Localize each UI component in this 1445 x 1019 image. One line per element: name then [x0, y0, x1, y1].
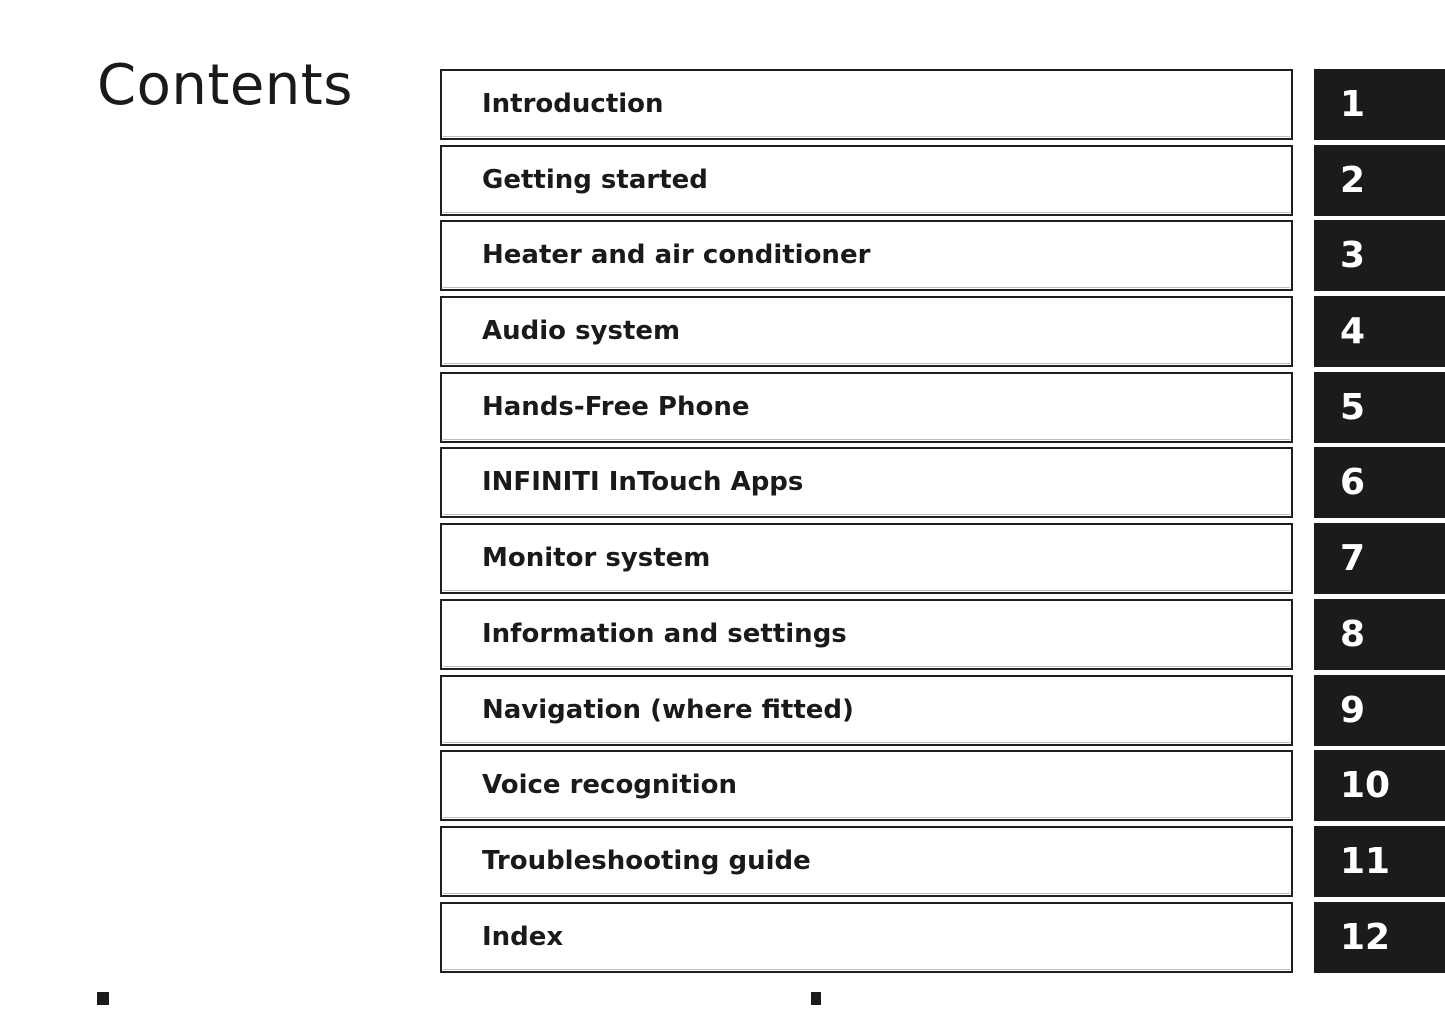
toc-item-label: INFINITI InTouch Apps: [482, 467, 804, 498]
toc-item-label: Hands-Free Phone: [482, 391, 750, 422]
page-title: Contents: [97, 53, 353, 118]
toc-item-voice-recognition[interactable]: [440, 750, 1293, 821]
chapter-number: 3: [1340, 235, 1366, 277]
toc-item-getting-started[interactable]: [440, 145, 1293, 216]
toc-row-monitor: [440, 523, 1445, 594]
toc-item-label: Introduction: [482, 89, 664, 119]
toc-row-getting-started: [440, 145, 1445, 216]
chapter-number: 10: [1340, 765, 1391, 807]
toc-item-label: Voice recognition: [482, 770, 738, 801]
chapter-number: 7: [1340, 538, 1366, 580]
toc-item-heater-and-air-conditioner[interactable]: [440, 220, 1293, 291]
toc-row-troubleshooting: [440, 826, 1445, 897]
chapter-number: 12: [1340, 916, 1391, 958]
toc-row-audio: [440, 296, 1445, 367]
toc-item-monitor-system[interactable]: [440, 523, 1293, 594]
toc-item-label: Audio system: [482, 316, 681, 347]
chapter-tab-4[interactable]: [1314, 296, 1445, 367]
chapter-number: 8: [1340, 613, 1366, 655]
toc-item-hands-free-phone[interactable]: [440, 372, 1293, 443]
toc-item-infiniti-intouch-apps[interactable]: [440, 447, 1293, 518]
chapter-tab-1[interactable]: [1314, 69, 1445, 140]
chapter-tab-3[interactable]: [1314, 220, 1445, 291]
toc-row-heater: [440, 220, 1445, 291]
chapter-tab-11[interactable]: [1314, 826, 1445, 897]
toc-row-hands-free: [440, 372, 1445, 443]
crop-mark-left: [97, 992, 109, 1005]
toc-item-label: Navigation (where fitted): [482, 694, 854, 725]
toc-item-audio-system[interactable]: [440, 296, 1293, 367]
chapter-number: 9: [1340, 689, 1366, 731]
toc-item-introduction[interactable]: [440, 69, 1293, 140]
toc-item-label: Troubleshooting guide: [482, 845, 811, 876]
toc-row-intouch: [440, 447, 1445, 518]
chapter-number: 1: [1340, 84, 1366, 125]
table-of-contents: [440, 69, 1445, 977]
chapter-tab-7[interactable]: [1314, 523, 1445, 594]
toc-row-navigation: [440, 675, 1445, 746]
toc-row-voice: [440, 750, 1445, 821]
toc-item-label: Heater and air conditioner: [482, 240, 871, 271]
chapter-number: 6: [1340, 462, 1366, 504]
chapter-number: 2: [1340, 159, 1366, 201]
chapter-tab-10[interactable]: [1314, 750, 1445, 821]
chapter-tab-9[interactable]: [1314, 675, 1445, 746]
crop-mark-center: [811, 992, 821, 1005]
chapter-number: 11: [1340, 840, 1391, 882]
chapter-tab-8[interactable]: [1314, 599, 1445, 670]
toc-row-information: [440, 599, 1445, 670]
chapter-tab-2[interactable]: [1314, 145, 1445, 216]
chapter-tab-5[interactable]: [1314, 372, 1445, 443]
toc-row-introduction: [440, 69, 1445, 140]
toc-item-navigation[interactable]: [440, 675, 1293, 746]
toc-item-information-and-settings[interactable]: [440, 599, 1293, 670]
toc-item-troubleshooting-guide[interactable]: [440, 826, 1293, 897]
toc-item-label: Information and settings: [482, 618, 847, 649]
toc-item-index[interactable]: [440, 902, 1293, 973]
toc-row-index: [440, 902, 1445, 973]
chapter-tab-12[interactable]: [1314, 902, 1445, 973]
chapter-number: 4: [1340, 311, 1366, 353]
chapter-number: 5: [1340, 386, 1366, 428]
toc-item-label: Index: [482, 921, 564, 952]
toc-item-label: Getting started: [482, 164, 708, 195]
toc-item-label: Monitor system: [482, 543, 711, 574]
chapter-tab-6[interactable]: [1314, 447, 1445, 518]
